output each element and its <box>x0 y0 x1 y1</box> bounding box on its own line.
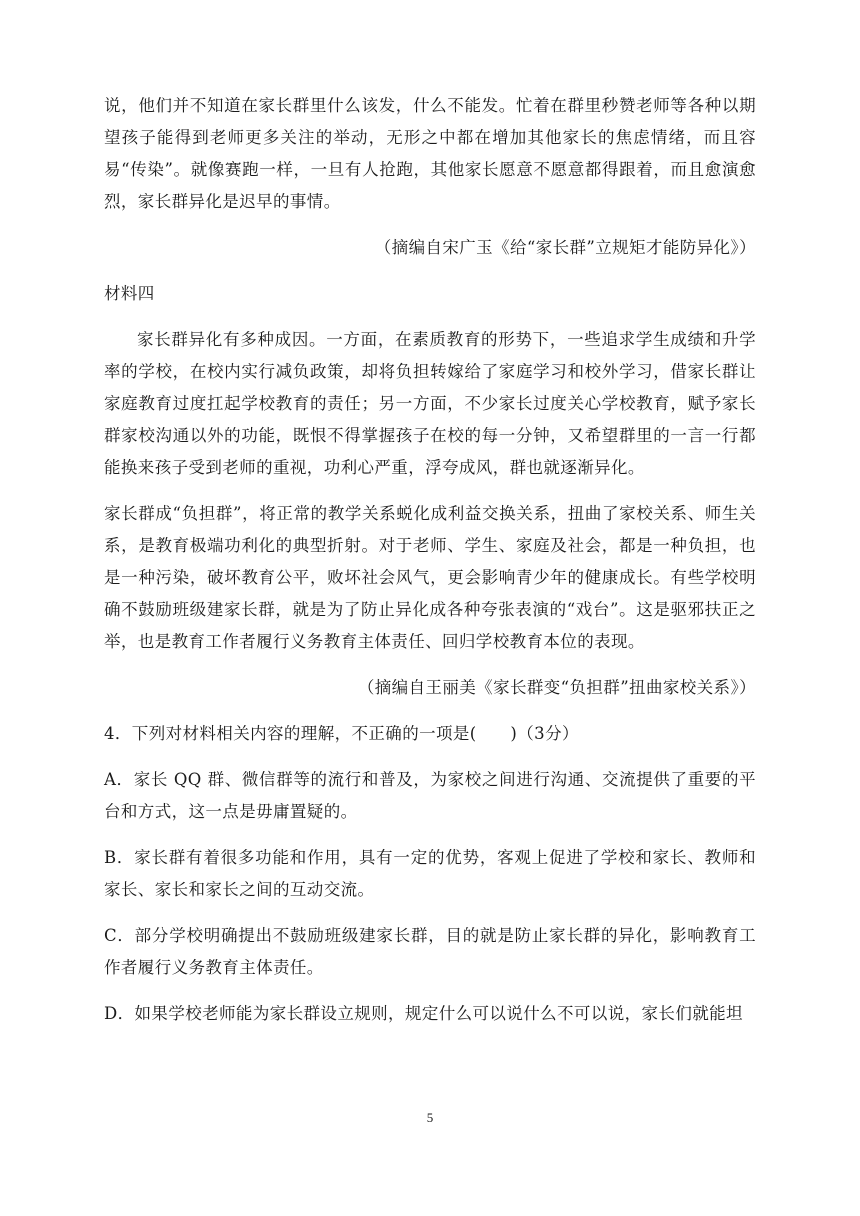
material-4-paragraph-1: 家长群异化有多种成因。一方面，在素质教育的形势下，一些追求学生成绩和升学率的学校，在校内实行减负政策，却将负担转嫁给了家庭学习和校外学习，借家长群让家庭教育过度扛起学校教育的责任；另一方面，不少家长过度关心学校教育，赋予家长群家校沟通以外的功能，既恨不得掌握孩子在校的每一分钟，又希望群里的一言一行都能换来孩子受到老师的重视，功利心严重，浮夸成风，群也就逐渐异化。 <box>104 330 756 477</box>
question-4: 4．下列对材料相关内容的理解，不正确的一项是( )（3分） <box>104 724 579 743</box>
option-b: B．家长群有着很多功能和作用，具有一定的优势，客观上促进了学校和家长、教师和家长、家长和家长之间的互动交流。 <box>104 848 756 899</box>
material-4-heading: 材料四 <box>104 284 155 303</box>
source-citation-3: （摘编自宋广玉《给“家长群”立规矩才能防异化》） <box>374 238 756 257</box>
option-a: A．家长 QQ 群、微信群等的流行和普及，为家校之间进行沟通、交流提供了重要的平台和方式，这一点是毋庸置疑的。 <box>104 770 756 821</box>
page-content <box>104 90 756 1044</box>
option-d: D．如果学校老师能为家长群设立规则，规定什么可以说什么不可以说，家长们就能坦 <box>104 1004 743 1023</box>
source-citation-4: （摘编自王丽美《家长群变“负担群”扭曲家校关系》） <box>357 678 756 697</box>
option-c: C．部分学校明确提出不鼓励班级建家长群，目的就是防止家长群的异化，影响教育工作者履行义务教育主体责任。 <box>104 926 756 977</box>
paragraph-continued: 说，他们并不知道在家长群里什么该发，什么不能发。忙着在群里秒赞老师等各种以期望孩子能得到老师更多关注的举动，无形之中都在增加其他家长的焦虑情绪，而且容易“传染”。就像赛跑一样，一旦有人抢跑，其他家长愿意不愿意都得跟着，而且愈演愈烈，家长群异化是迟早的事情。 <box>104 96 756 211</box>
material-4-paragraph-2: 家长群成“负担群”，将正常的教学关系蜕化成利益交换关系，扭曲了家校关系、师生关系，是教育极端功利化的典型折射。对于老师、学生、家庭及社会，都是一种负担，也是一种污染，破坏教育公平，败坏社会风气，更会影响青少年的健康成长。有些学校明确不鼓励班级建家长群，就是为了防止异化成各种夸张表演的“戏台”。这是驱邪扶正之举，也是教育工作者履行义务教育主体责任、回归学校教育本位的表现。 <box>104 504 756 651</box>
page-number: 5 <box>426 1110 434 1125</box>
